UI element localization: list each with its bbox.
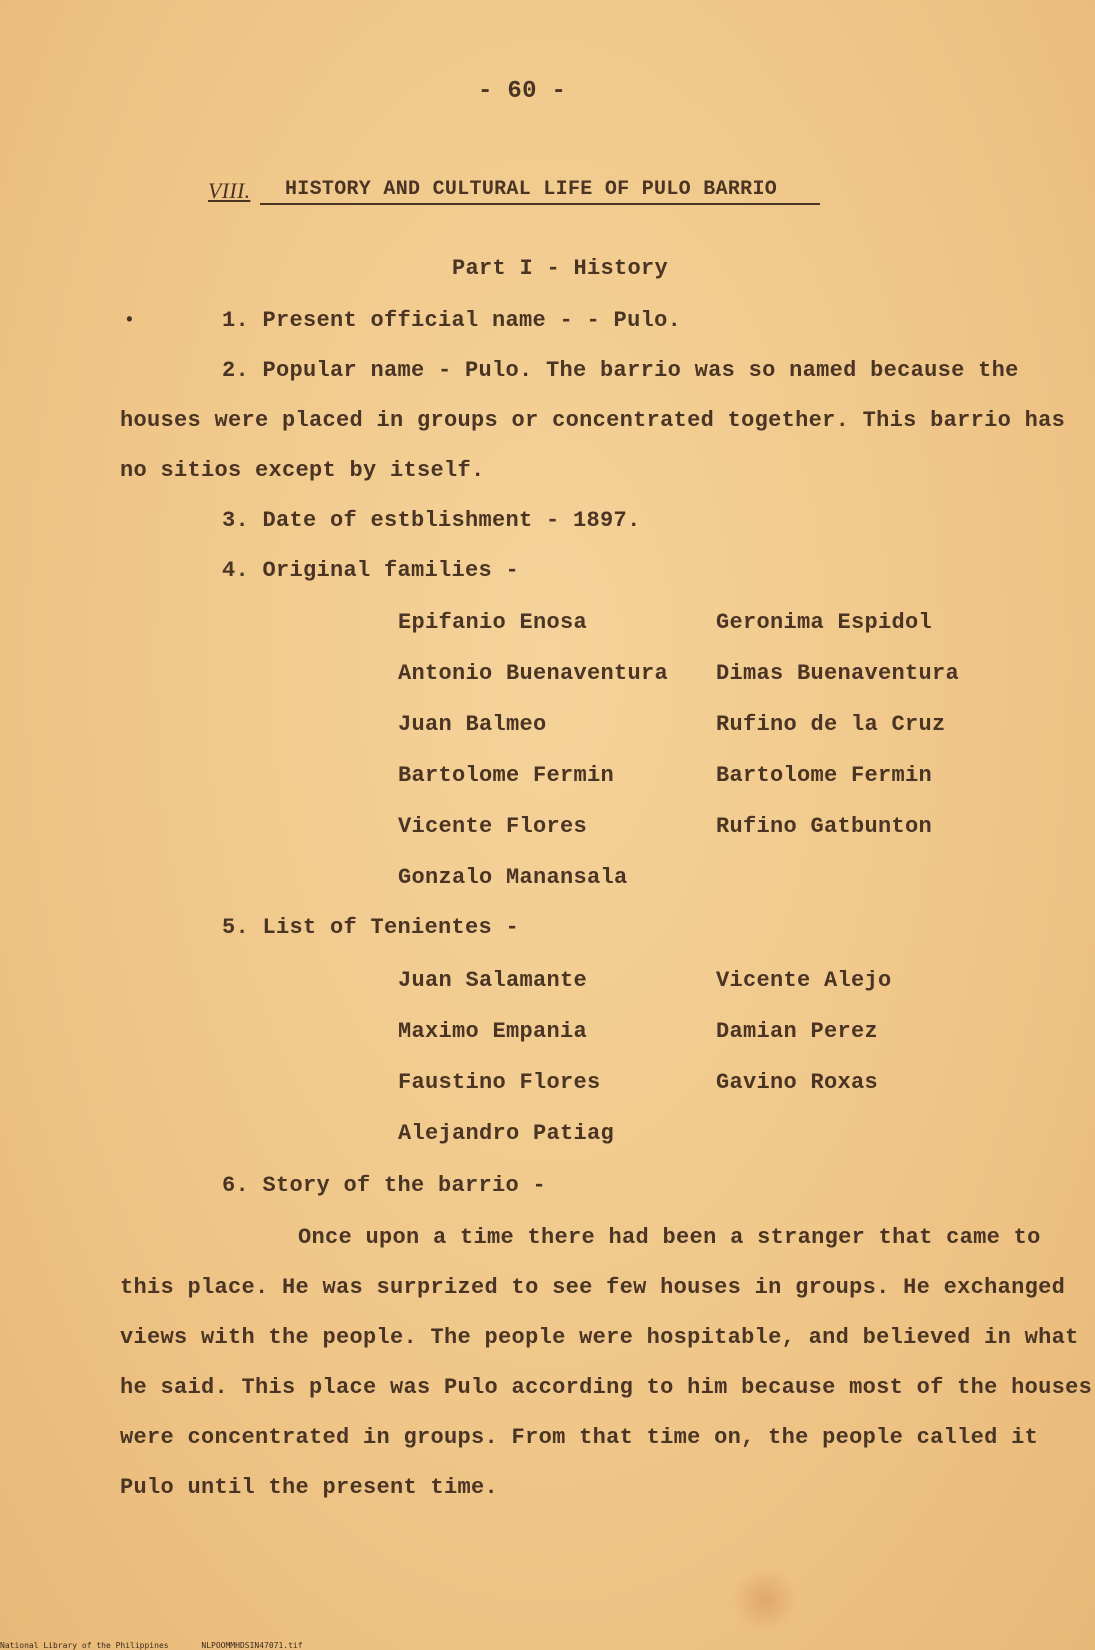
- part-heading: Part I - History: [452, 256, 669, 281]
- footer-filename: NLPOOMMHDSIN47071.tif: [201, 1641, 303, 1650]
- section-title: HISTORY AND CULTURAL LIFE OF PULO BARRIO: [285, 178, 778, 201]
- scan-footer: [0, 1641, 331, 1650]
- teniente-name: Gavino Roxas: [716, 1070, 879, 1095]
- family-name: Rufino Gatbunton: [716, 814, 933, 839]
- item-tenientes: 5. List of Tenientes -: [222, 915, 520, 940]
- item-official-name: 1. Present official name - - Pulo.: [222, 308, 682, 333]
- item-story: 6. Story of the barrio -: [222, 1173, 547, 1198]
- family-name: Geronima Espidol: [716, 610, 933, 635]
- story-line: this place. He was surprized to see few houses in groups. He exchanged: [120, 1275, 1066, 1300]
- item-original-families: 4. Original families -: [222, 558, 520, 583]
- item-popular-name: 2. Popular name - Pulo. The barrio was so named because the: [222, 358, 1019, 383]
- story-line: he said. This place was Pulo according to him because most of the houses: [120, 1375, 1093, 1400]
- item-popular-name-line2: houses were placed in groups or concentrated together. This barrio has: [120, 408, 1066, 433]
- story-line: Once upon a time there had been a stranger that came to: [298, 1225, 1041, 1250]
- teniente-name: Juan Salamante: [398, 968, 588, 993]
- family-name: Juan Balmeo: [398, 712, 547, 737]
- family-name: Bartolome Fermin: [398, 763, 615, 788]
- teniente-name: Alejandro Patiag: [398, 1121, 615, 1146]
- teniente-name: Damian Perez: [716, 1019, 879, 1044]
- story-line: views with the people. The people were hospitable, and believed in what: [120, 1325, 1079, 1350]
- teniente-name: Vicente Alejo: [716, 968, 892, 993]
- section-number: VIII.: [208, 178, 251, 203]
- margin-bullet: •: [124, 311, 136, 331]
- family-name: Antonio Buenaventura: [398, 661, 669, 686]
- title-underline: [260, 203, 820, 205]
- family-name: Bartolome Fermin: [716, 763, 933, 788]
- item-popular-name-line3: no sitios except by itself.: [120, 458, 485, 483]
- family-name: Dimas Buenaventura: [716, 661, 960, 686]
- paper-stain: [730, 1570, 800, 1630]
- footer-library: National Library of the Philippines: [0, 1641, 169, 1650]
- story-line: Pulo until the present time.: [120, 1475, 499, 1500]
- family-name: Gonzalo Manansala: [398, 865, 628, 890]
- item-establishment-date: 3. Date of estblishment - 1897.: [222, 508, 641, 533]
- teniente-name: Faustino Flores: [398, 1070, 601, 1095]
- family-name: Rufino de la Cruz: [716, 712, 946, 737]
- story-line: were concentrated in groups. From that time on, the people called it: [120, 1425, 1039, 1450]
- family-name: Vicente Flores: [398, 814, 588, 839]
- teniente-name: Maximo Empania: [398, 1019, 588, 1044]
- page-number: - 60 -: [478, 78, 567, 105]
- family-name: Epifanio Enosa: [398, 610, 588, 635]
